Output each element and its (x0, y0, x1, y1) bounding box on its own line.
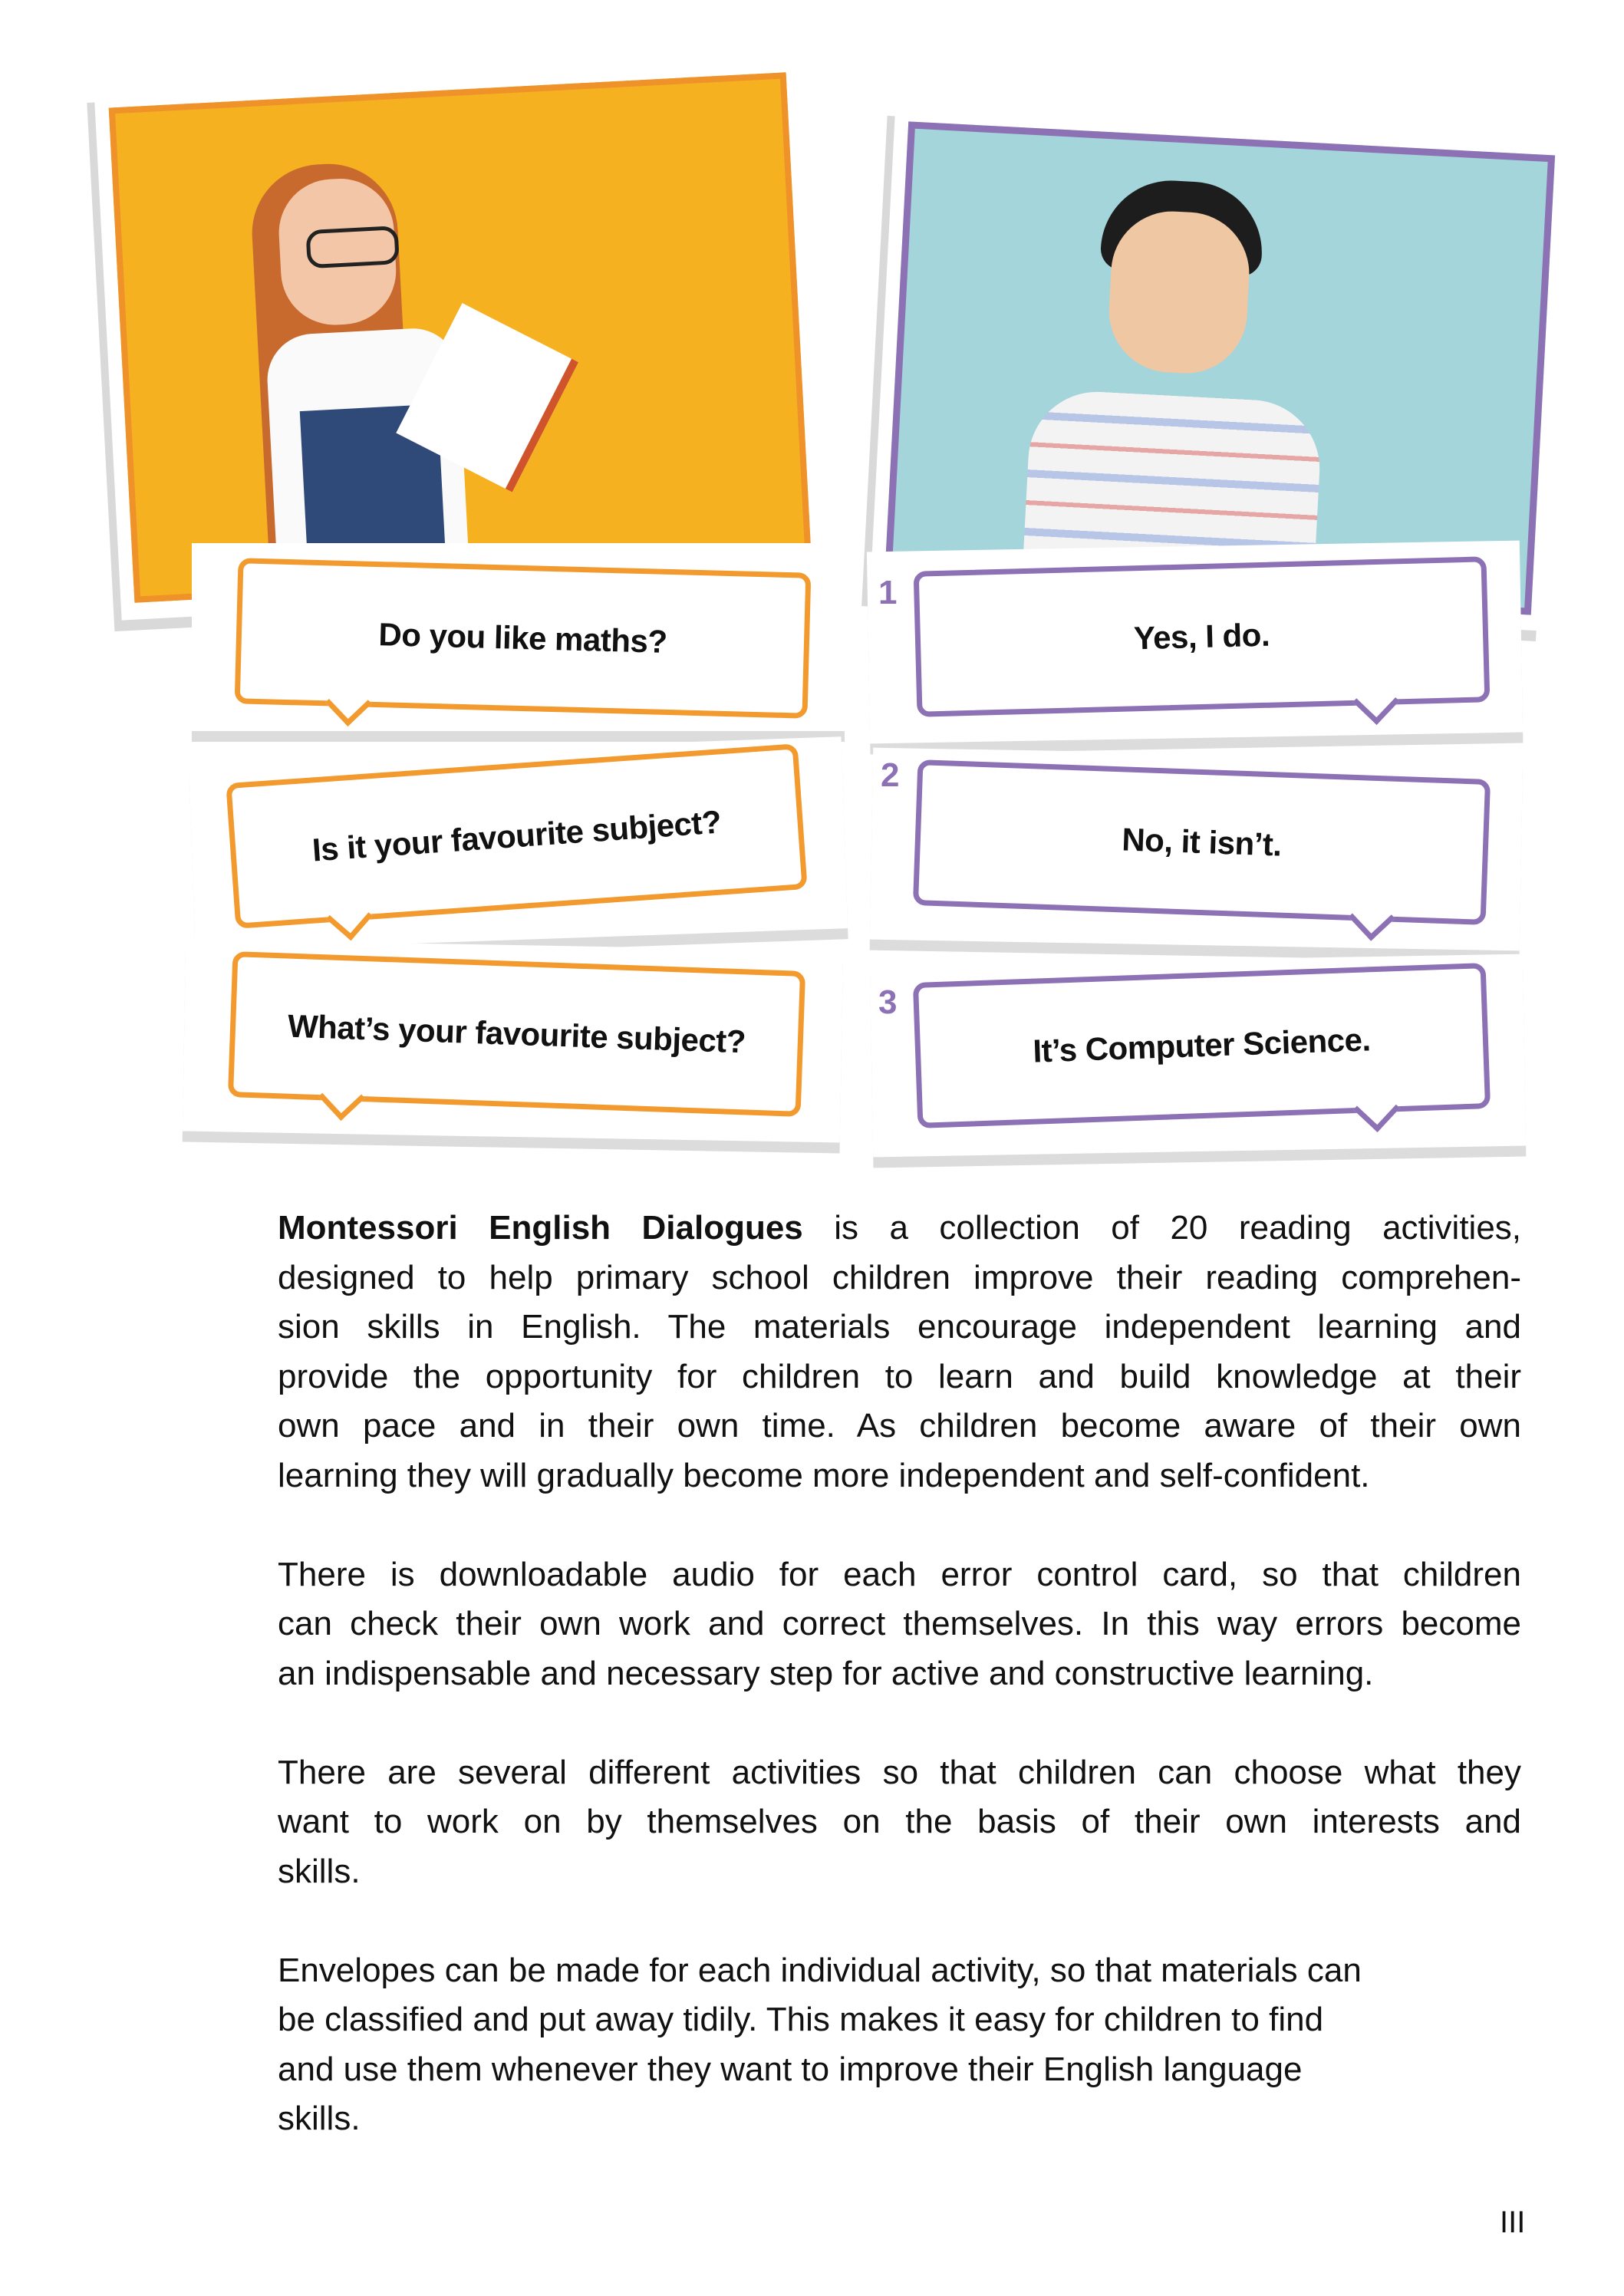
answer-text: It’s Computer Science. (1032, 1021, 1372, 1069)
answer-bubble-1 (914, 556, 1491, 716)
photo-girl-image (109, 72, 812, 602)
answer-bubble-2 (913, 759, 1491, 925)
photo-girl-reading (94, 54, 827, 620)
text-line: can check their own work and correct themselves. In this way errors become (278, 1605, 1521, 1642)
question-bubble-1 (235, 558, 812, 718)
intro-paragraph (278, 1204, 1521, 1500)
audio-paragraph (278, 1550, 1521, 1699)
text-line: sion skills in English. The materials encourage independent learning and (278, 1308, 1521, 1346)
dialogue-number-2: 2 (881, 756, 900, 794)
description-text (278, 1204, 1521, 2193)
boy-face (1106, 209, 1253, 377)
dialogue-number-1: 1 (878, 574, 898, 611)
text-line: own pace and in their own time. As children become aware of their own (278, 1407, 1521, 1444)
question-text: What’s your favourite subject? (287, 1007, 746, 1060)
text-line: learning they will gradually become more independent and self-confident. (278, 1456, 1370, 1494)
text-line: designed to help primary school children improve their reading comprehen- (278, 1258, 1521, 1296)
page-number: III (1500, 2205, 1526, 2239)
activities-paragraph (278, 1748, 1521, 1897)
question-text: Is it your favourite subject? (311, 803, 723, 868)
text-line: want to work on by themselves on the basis of their own interests and (278, 1803, 1521, 1840)
text-line: skills. (278, 1852, 361, 1890)
product-title: Montessori English Dialogues (278, 1209, 803, 1247)
envelopes-paragraph (278, 1946, 1521, 2144)
text-line: There is downloadable audio for each error control card, so that children (278, 1555, 1521, 1593)
text-line: provide the opportunity for children to learn and build knowledge at their (278, 1357, 1521, 1395)
answer-text: Yes, I do. (1133, 616, 1270, 657)
text-line: and use them whenever they want to improve their English language (278, 2050, 1303, 2088)
question-bubble-3 (228, 951, 805, 1117)
text-fragment: is a collection of 20 reading activities, (834, 1209, 1522, 1247)
question-text: Do you like maths? (377, 616, 668, 660)
text-line: Envelopes can be made for each individual activity, so that materials can (278, 1951, 1362, 1989)
answer-bubble-3 (913, 963, 1491, 1128)
answer-text: No, it isn’t. (1121, 821, 1283, 863)
text-line: There are several different activities so that children can choose what they (278, 1753, 1521, 1791)
dialogue-number-3: 3 (878, 983, 898, 1021)
text-line (278, 1204, 1521, 1253)
text-line: an indispensable and necessary step for active and constructive learning. (278, 1654, 1374, 1692)
text-line: skills. (278, 2100, 361, 2137)
glasses-icon (305, 226, 399, 268)
text-line: be classified and put away tidily. This makes it easy for children to find (278, 2001, 1324, 2038)
